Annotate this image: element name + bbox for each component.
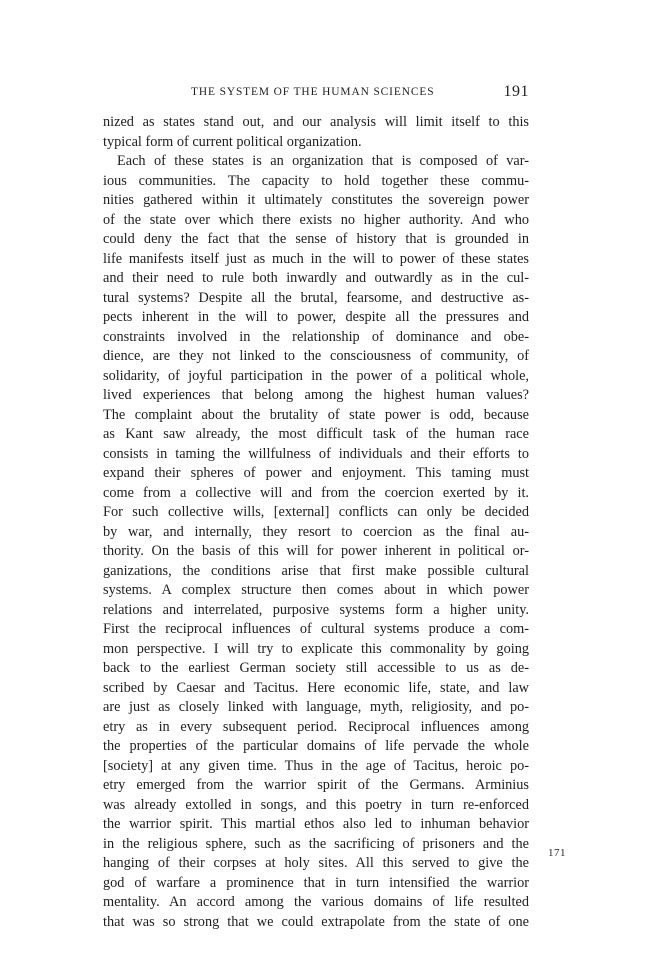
text-line: could deny the fact that the sense of history that is grounded in [103,231,529,247]
text-line: mon perspective. I will try to explicate this commonality by going [103,640,529,657]
text-line: constraints involved in the relationship of dominance and obe- [103,328,529,345]
text-line: are just as closely linked with language, myth, religiosity, and po- [103,699,529,715]
text-line: The complaint about the brutality of state power is odd, because [103,406,529,423]
text-line: that was so strong that we could extrapolate from the state of one [103,913,529,930]
body-text [103,113,529,932]
text-line: thority. On the basis of this will for power inherent in political or- [103,543,529,559]
text-line: and their need to rule both inwardly and outwardly as in the cul- [103,270,529,286]
text-line: nized as states stand out, and our analysis will limit itself to this [103,114,529,130]
text-line: life manifests itself just as much in the will to power of these states [103,250,529,267]
running-head: THE SYSTEM OF THE HUMAN SCIENCES [191,86,435,98]
text-line: [society] at any given time. Thus in the age of Tacitus, heroic po- [103,757,529,774]
text-line: consists in taming the willfulness of individuals and their efforts to [103,445,529,462]
text-line: relations and interrelated, purposive systems form a higher unity. [103,601,529,618]
text-line: of the state over which there exists no higher authority. And who [103,211,529,228]
text-line: ious communities. The capacity to hold together these commu- [103,172,529,189]
text-line: pects inherent in the will to power, despite all the pressures and [103,309,529,325]
text-line: nities gathered within it ultimately constitutes the sovereign power [103,192,529,208]
text-line: as Kant saw already, the most difficult task of the human race [103,426,529,442]
text-line: back to the earliest German society still accessible to us as de- [103,660,529,676]
text-line: systems. A complex structure then comes about in which power [103,582,529,598]
text-line: was already extolled in songs, and this poetry in turn re-enforced [103,796,529,813]
text-line: scribed by Caesar and Tacitus. Here economic life, state, and law [103,679,529,696]
page-number: 191 [503,83,529,100]
text-line: solidarity, of joyful participation in the power of a political whole, [103,367,529,384]
text-line: in the religious sphere, such as the sacrificing of prisoners and the [103,835,529,852]
text-line: dience, are they not linked to the consciousness of community, of [103,348,529,364]
text-line: First the reciprocal influences of cultural systems produce a com- [103,621,529,637]
text-line: god of warfare a prominence that in turn intensified the warrior [103,874,529,891]
text-line: mentality. An accord among the various domains of life resulted [103,894,529,910]
text-line: lived experiences that belong among the highest human values? [103,387,529,403]
text-line: come from a collective will and from the coercion exerted by it. [103,484,529,501]
text-line: typical form of current political organization. [103,133,362,150]
text-line: etry as in every subsequent period. Reciprocal influences among [103,718,529,735]
text-line: tural systems? Despite all the brutal, fearsome, and destructive as- [103,289,529,306]
text-line: hanging of their corpses at holy sites. All this served to give the [103,855,529,871]
text-line: the warrior spirit. This martial ethos also led to inhuman behavior [103,816,529,832]
text-line: For such collective wills, [external] conflicts can only be decided [103,504,529,520]
text-line: etry emerged from the warrior spirit of the Germans. Arminius [103,777,529,793]
margin-page-reference: 171 [548,847,566,859]
text-line: Each of these states is an organization that is composed of var- [117,153,529,169]
text-line: by war, and internally, they resort to coercion as the final au- [103,523,529,540]
text-line: the properties of the particular domains of life pervade the whole [103,738,529,754]
text-line: ganizations, the conditions arise that first make possible cultural [103,562,529,579]
page-header [103,83,529,106]
text-line: expand their spheres of power and enjoyment. This taming must [103,465,529,481]
